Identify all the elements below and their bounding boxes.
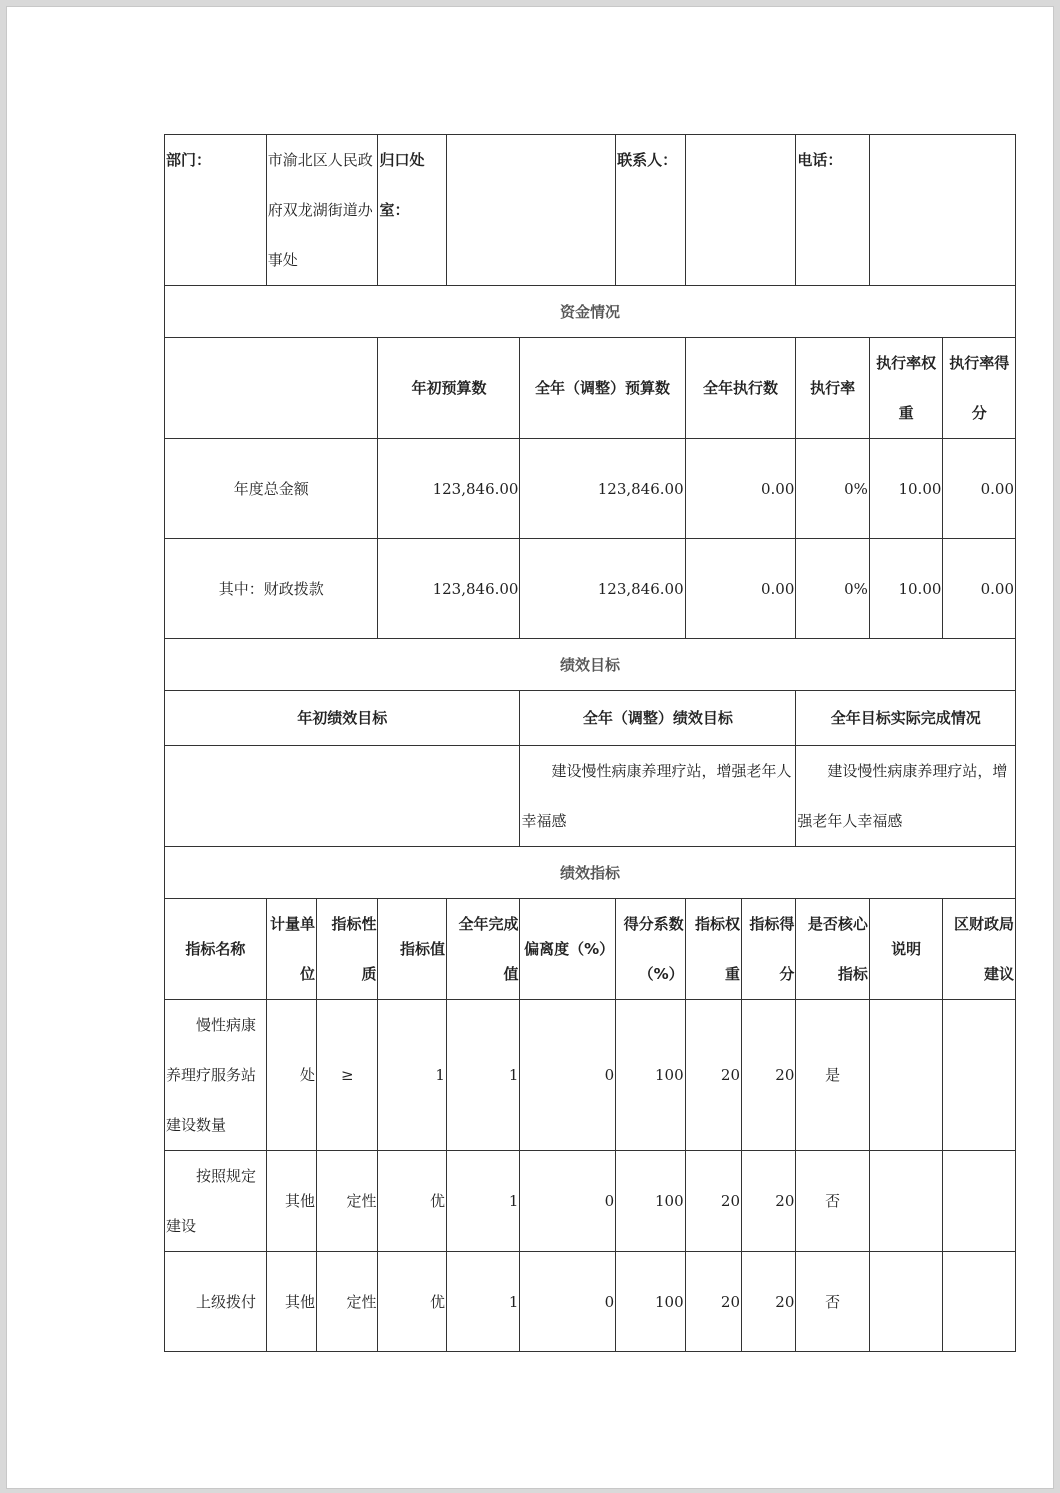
funding-rate-score-value: 0.00: [943, 439, 1016, 539]
ind-completed: 1: [446, 1151, 520, 1252]
indicator-row: [165, 1151, 1016, 1252]
goals-section-row: [165, 639, 1016, 691]
funding-row-label: 年度总金额: [165, 439, 378, 539]
funding-rate-value: 0%: [796, 439, 870, 539]
funding-col-executed: 全年执行数: [685, 338, 796, 439]
performance-evaluation-table: [164, 134, 1016, 1352]
ind-score: 20: [742, 1252, 796, 1352]
contact-value: [685, 135, 796, 286]
ind-unit: 其他: [266, 1151, 316, 1252]
ind-nature: ≥: [317, 1000, 378, 1151]
contact-label: 联系人：: [616, 135, 685, 286]
ind-weight: 20: [685, 1151, 741, 1252]
ind-col-suggestion: 区财政局建议: [943, 899, 1016, 1000]
funding-row-fiscal: [165, 539, 1016, 639]
ind-col-note: 说明: [869, 899, 943, 1000]
ind-col-nature: 指标性质: [317, 899, 378, 1000]
funding-section-title: 资金情况: [165, 286, 1016, 338]
ind-name: 按照规定建设: [165, 1151, 267, 1252]
ind-col-name: 指标名称: [165, 899, 267, 1000]
ind-weight: 20: [685, 1000, 741, 1151]
funding-col-adjusted-budget: 全年（调整）预算数: [520, 338, 685, 439]
goals-section-title: 绩效目标: [165, 639, 1016, 691]
goal-col-actual: 全年目标实际完成情况: [796, 691, 1016, 746]
ind-score-coef: 100: [616, 1151, 685, 1252]
phone-label: 电话：: [796, 135, 870, 286]
ind-core: 否: [796, 1151, 870, 1252]
ind-score: 20: [742, 1151, 796, 1252]
ind-nature: 定性: [317, 1151, 378, 1252]
ind-col-core: 是否核心指标: [796, 899, 870, 1000]
ind-unit: 其他: [266, 1252, 316, 1352]
ind-target: 1: [378, 1000, 446, 1151]
goal-col-initial: 年初绩效目标: [165, 691, 520, 746]
funding-rate-score-value: 0.00: [943, 539, 1016, 639]
funding-rate-value: 0%: [796, 539, 870, 639]
goals-header-row: [165, 691, 1016, 746]
funding-initial-budget-value: 123,846.00: [378, 439, 520, 539]
ind-col-completed: 全年完成值: [446, 899, 520, 1000]
ind-completed: 1: [446, 1000, 520, 1151]
ind-note: [869, 1252, 943, 1352]
goals-value-row: [165, 746, 1016, 847]
ind-col-score: 指标得分: [742, 899, 796, 1000]
ind-core: 否: [796, 1252, 870, 1352]
funding-col-blank: [165, 338, 378, 439]
indicator-row: [165, 1252, 1016, 1352]
ind-col-deviation: 偏离度（%）: [520, 899, 616, 1000]
funding-adjusted-budget-value: 123,846.00: [520, 539, 685, 639]
ind-weight: 20: [685, 1252, 741, 1352]
funding-adjusted-budget-value: 123,846.00: [520, 439, 685, 539]
indicators-section-title: 绩效指标: [165, 847, 1016, 899]
ind-col-score-coef: 得分系数（%）: [616, 899, 685, 1000]
office-label: 归口处室：: [378, 135, 446, 286]
ind-name: 上级拨付: [165, 1252, 267, 1352]
funding-executed-value: 0.00: [685, 539, 796, 639]
ind-col-unit: 计量单位: [266, 899, 316, 1000]
goal-adjusted-value: 建设慢性病康养理疗站，增强老年人幸福感: [520, 746, 796, 847]
ind-score-coef: 100: [616, 1000, 685, 1151]
ind-nature: 定性: [317, 1252, 378, 1352]
office-value: [446, 135, 615, 286]
funding-executed-value: 0.00: [685, 439, 796, 539]
document-page: [6, 6, 1054, 1489]
funding-col-initial-budget: 年初预算数: [378, 338, 520, 439]
ind-score-coef: 100: [616, 1252, 685, 1352]
ind-core: 是: [796, 1000, 870, 1151]
funding-row-total: [165, 439, 1016, 539]
ind-unit: 处: [266, 1000, 316, 1151]
funding-header-row: [165, 338, 1016, 439]
ind-deviation: 0: [520, 1000, 616, 1151]
ind-note: [869, 1000, 943, 1151]
funding-col-rate-score: 执行率得分: [943, 338, 1016, 439]
funding-rate-weight-value: 10.00: [869, 439, 943, 539]
ind-name: 慢性病康养理疗服务站建设数量: [165, 1000, 267, 1151]
goal-col-adjusted: 全年（调整）绩效目标: [520, 691, 796, 746]
goal-initial-value: [165, 746, 520, 847]
ind-suggestion: [943, 1000, 1016, 1151]
ind-score: 20: [742, 1000, 796, 1151]
ind-suggestion: [943, 1151, 1016, 1252]
indicators-header-row: [165, 899, 1016, 1000]
funding-row-label: 其中：财政拨款: [165, 539, 378, 639]
ind-col-weight: 指标权重: [685, 899, 741, 1000]
dept-label: 部门：: [165, 135, 267, 286]
funding-rate-weight-value: 10.00: [869, 539, 943, 639]
ind-suggestion: [943, 1252, 1016, 1352]
funding-col-rate: 执行率: [796, 338, 870, 439]
ind-target: 优: [378, 1252, 446, 1352]
goal-actual-value: 建设慢性病康养理疗站，增强老年人幸福感: [796, 746, 1016, 847]
funding-col-rate-weight: 执行率权重: [869, 338, 943, 439]
header-row: [165, 135, 1016, 286]
ind-target: 优: [378, 1151, 446, 1252]
ind-note: [869, 1151, 943, 1252]
indicators-section-row: [165, 847, 1016, 899]
indicator-row: [165, 1000, 1016, 1151]
funding-initial-budget-value: 123,846.00: [378, 539, 520, 639]
phone-value: [869, 135, 1015, 286]
ind-deviation: 0: [520, 1252, 616, 1352]
ind-deviation: 0: [520, 1151, 616, 1252]
dept-value: 市渝北区人民政府双龙湖街道办事处: [266, 135, 378, 286]
ind-completed: 1: [446, 1252, 520, 1352]
funding-section-row: [165, 286, 1016, 338]
ind-col-target: 指标值: [378, 899, 446, 1000]
